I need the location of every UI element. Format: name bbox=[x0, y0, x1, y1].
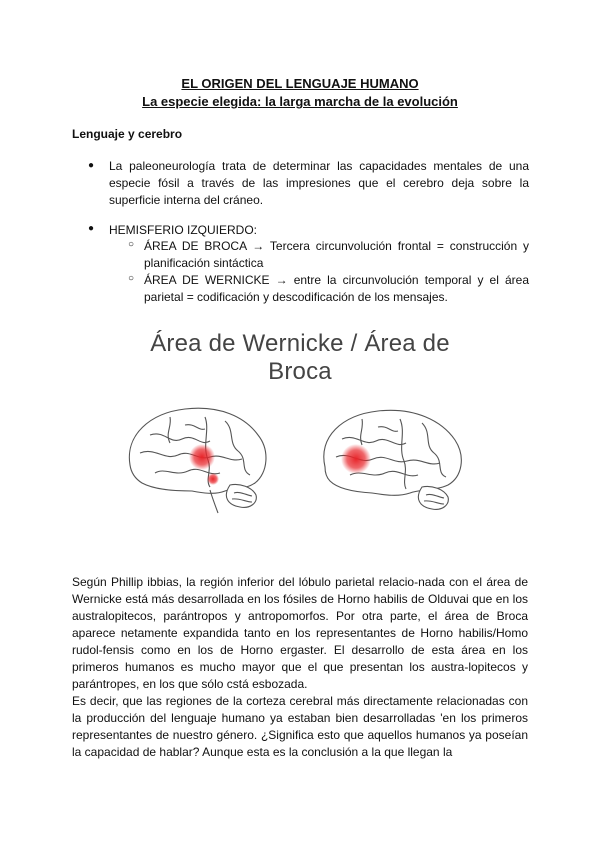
sub-bullet-circle: ○ bbox=[128, 239, 135, 250]
document-subtitle: La especie elegida: la larga marcha de la evolución bbox=[142, 94, 458, 109]
body-text bbox=[72, 574, 528, 761]
broca-highlight bbox=[341, 444, 371, 474]
bullet-dot: ● bbox=[88, 160, 95, 171]
sub-bullet-broca: ÁREA DE BROCA → Tercera circunvolución frontal = construcción y planificación sintáctica bbox=[144, 239, 529, 270]
sub-bullet-circle: ○ bbox=[128, 273, 135, 284]
bullet-paleoneurologia: La paleoneurología trata de determinar las capacidades mentales de una especie fósil a través de las impresiones que el cerebro deja sobre la superficie interna del cráneo. bbox=[109, 159, 529, 207]
bullet-dot: ● bbox=[88, 223, 95, 234]
sub-bullet-wernicke: ÁREA DE WERNICKE → entre la circunvolución temporal y el área parietal = codificación y descodificación de los mensajes. bbox=[144, 273, 529, 304]
section-heading: Lenguaje y cerebro bbox=[72, 127, 183, 141]
paragraph-1: Según Phillip ibbias, la región inferior del lóbulo parietal relacio-nada con el área de Wernicke está más desarrollada en los fósiles de Horno habilis de Olduvai que en los australopitecos, parántropos y antropomorfos. Por otra parte, el área de Broca aparece netamente expandida tanto en los representantes de Horno habilis/Homo rudol-fensis como en los de Horno ergaster. El desarrollo de esta área en los primeros humanos es mucho mayor que el que presentan los austra-lopitecos y parántropes, en los que sólo cstá esbozada. bbox=[72, 575, 528, 691]
wernicke-highlight bbox=[189, 444, 215, 470]
secondary-highlight bbox=[207, 473, 219, 485]
document-title: EL ORIGEN DEL LENGUAJE HUMANO bbox=[181, 76, 419, 91]
figure-title: Área de Wernicke / Área de Broca bbox=[150, 330, 450, 385]
brain-figure bbox=[110, 395, 490, 525]
paragraph-2: Es decir, que las regiones de la corteza cerebral más directamente relacionadas con la producción del lenguaje humano ya estaban bien desarrolladas 'en los primeros representantes de nuestro género. ¿Significa esto que aquellos humanos ya poseían la capacidad de hablar? Aunque esta es la conclusión a la que llegan la bbox=[72, 694, 528, 759]
bullet-hemisferio-izquierdo: HEMISFERIO IZQUIERDO: bbox=[109, 223, 258, 237]
